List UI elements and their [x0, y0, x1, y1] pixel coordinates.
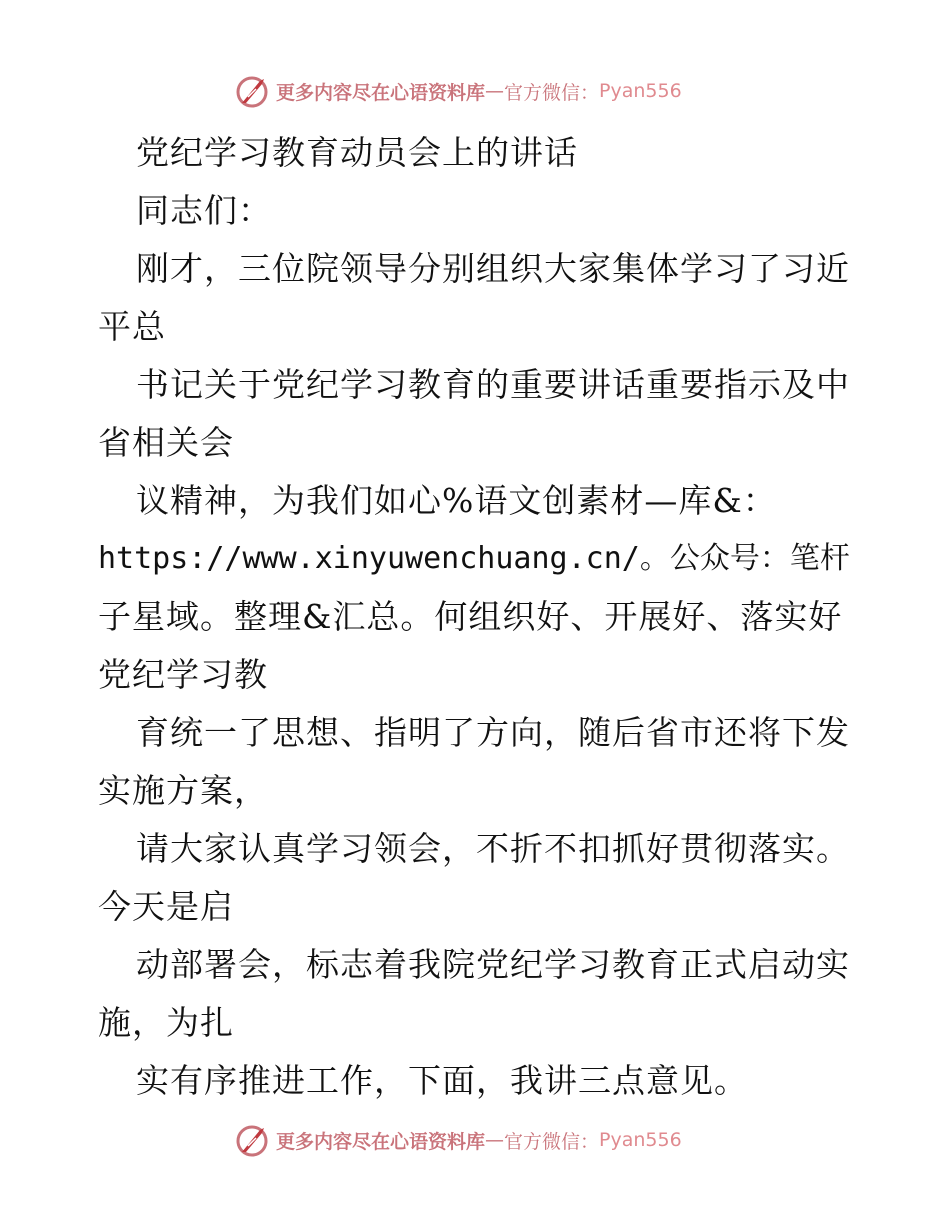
text-line: 子星域。整理&汇总。何组织好、开展好、落实好	[98, 597, 843, 636]
document-body	[98, 124, 858, 1110]
text-line: 党纪学习教育动员会上的讲话	[136, 133, 578, 172]
text-line: https://www.xinyuwenchuang.cn/。公众号：笔杆	[98, 541, 850, 576]
text-line: 施，为扎	[98, 1003, 234, 1042]
text-line: 刚才，三位院领导分别组织大家集体学习了习近	[136, 249, 850, 288]
quill-logo-icon	[234, 73, 270, 109]
text-line: 今天是启	[98, 887, 234, 926]
watermark-wechat-label: 官方微信：	[504, 1130, 600, 1153]
text-line: 省相关会	[98, 423, 234, 462]
text-line: 请大家认真学习领会，不折不扣抓好贯彻落实。	[136, 829, 850, 868]
text-line: 实有序推进工作，下面，我讲三点意见。	[136, 1061, 748, 1100]
header-watermark	[234, 71, 682, 111]
text-line: 书记关于党纪学习教育的重要讲话重要指示及中	[136, 365, 850, 404]
watermark-dash: —	[485, 80, 505, 102]
watermark-brand: 更多内容尽在心语资料库	[276, 1130, 486, 1153]
text-line: 同志们：	[136, 191, 272, 230]
text-line: 动部署会，标志着我院党纪学习教育正式启动实	[136, 945, 850, 984]
text-line: 实施方案，	[98, 771, 268, 810]
watermark-brand: 更多内容尽在心语资料库	[276, 81, 486, 104]
text-line: 党纪学习教	[98, 655, 268, 694]
watermark-dash: —	[485, 1129, 505, 1151]
watermark-wechat-id: Pyan556	[599, 80, 682, 102]
text-line: 育统一了思想、指明了方向，随后省市还将下发	[136, 713, 850, 752]
watermark-wechat-label: 官方微信：	[504, 81, 600, 104]
text-line: 议精神，为我们如心%语文创素材—库&：	[136, 481, 777, 520]
watermark-wechat-id: Pyan556	[599, 1129, 682, 1151]
footer-watermark	[234, 1120, 682, 1160]
quill-logo-icon	[234, 1122, 270, 1158]
text-line: 平总	[98, 307, 166, 346]
